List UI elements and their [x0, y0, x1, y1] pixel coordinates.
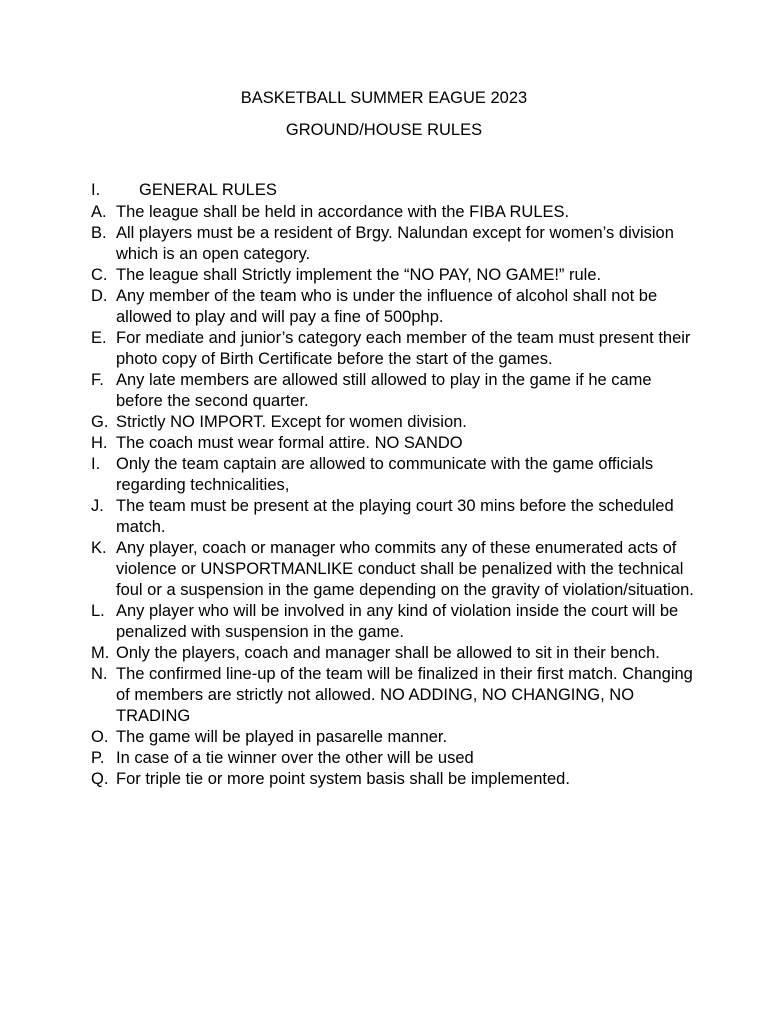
rule-text: The confirmed line-up of the team will be finalized in their first match. Changing of members are strictly not allowed. NO ADDING, NO CHANGING, NO TRADING — [116, 665, 693, 725]
document-subtitle: GROUND/HOUSE RULES — [285, 121, 483, 139]
rule-text: Strictly NO IMPORT. Except for women division. — [116, 413, 467, 431]
rule-item-g — [91, 412, 701, 433]
rule-item-e — [91, 328, 701, 370]
rule-item-c — [91, 265, 701, 286]
rule-letter: D. — [91, 287, 108, 305]
rule-item-d — [91, 286, 701, 328]
document-title: BASKETBALL SUMMER EAGUE 2023 — [240, 89, 528, 107]
rule-text: For mediate and junior’s category each member of the team must present their photo copy of Birth Certificate before the start of the games. — [116, 329, 691, 368]
rule-text: Any member of the team who is under the influence of alcohol shall not be allowed to play and will pay a fine of 500php. — [116, 287, 658, 326]
rule-letter: Q. — [91, 770, 109, 788]
rule-letter: C. — [91, 266, 108, 284]
rule-letter: F. — [91, 371, 104, 389]
rule-item-m — [91, 643, 701, 664]
rule-letter: L. — [91, 602, 105, 620]
rule-text: The coach must wear formal attire. NO SANDO — [116, 434, 463, 452]
rule-item-q — [91, 769, 701, 790]
section-heading — [91, 180, 277, 200]
rule-item-j — [91, 496, 701, 538]
rule-letter: O. — [91, 728, 109, 746]
rule-text: Any late members are allowed still allowed to play in the game if he came before the second quarter. — [116, 371, 652, 410]
rule-text: For triple tie or more point system basis shall be implemented. — [116, 770, 570, 788]
rule-text: The league shall Strictly implement the “NO PAY, NO GAME!” rule. — [116, 266, 602, 284]
rule-letter: I. — [91, 455, 101, 473]
rule-text: The game will be played in pasarelle manner. — [116, 728, 448, 746]
rule-text: Any player, coach or manager who commits any of these enumerated acts of violence or UNSPORTMANLIKE conduct shall be penalized with the technical foul or a suspension in the game depending on the gravity of violation/situation. — [116, 539, 694, 599]
rule-text: Only the team captain are allowed to communicate with the game officials regarding technicalities, — [116, 455, 654, 494]
rule-text: All players must be a resident of Brgy. Nalundan except for women’s division which is an open category. — [116, 224, 674, 263]
rule-item-h — [91, 433, 701, 454]
rule-text: Any player who will be involved in any kind of violation inside the court will be penalized with suspension in the game. — [116, 602, 679, 641]
rule-letter: B. — [91, 224, 107, 242]
rule-item-k — [91, 538, 701, 601]
rule-text: The team must be present at the playing court 30 mins before the scheduled match. — [116, 497, 674, 536]
rule-letter: G. — [91, 413, 109, 431]
rule-item-n — [91, 664, 701, 727]
rule-text: The league shall be held in accordance with the FIBA RULES. — [116, 203, 570, 221]
rule-letter: A. — [91, 203, 107, 221]
rule-letter: J. — [91, 497, 104, 515]
rule-letter: N. — [91, 665, 108, 683]
rule-item-b — [91, 223, 701, 265]
rule-item-p — [91, 748, 701, 769]
rule-letter: H. — [91, 434, 108, 452]
rule-item-l — [91, 601, 701, 643]
rule-item-o — [91, 727, 701, 748]
rule-letter: M. — [91, 644, 110, 662]
rule-text: Only the players, coach and manager shall be allowed to sit in their bench. — [116, 644, 660, 662]
rule-letter: E. — [91, 329, 107, 347]
rule-letter: P. — [91, 749, 105, 767]
section-number: I. — [91, 181, 101, 199]
rules-list — [91, 202, 701, 790]
rule-item-i — [91, 454, 701, 496]
section-title: GENERAL RULES — [139, 181, 277, 199]
rule-letter: K. — [91, 539, 107, 557]
rule-text: In case of a tie winner over the other will be used — [116, 749, 474, 767]
rule-item-a — [91, 202, 701, 223]
rule-item-f — [91, 370, 701, 412]
